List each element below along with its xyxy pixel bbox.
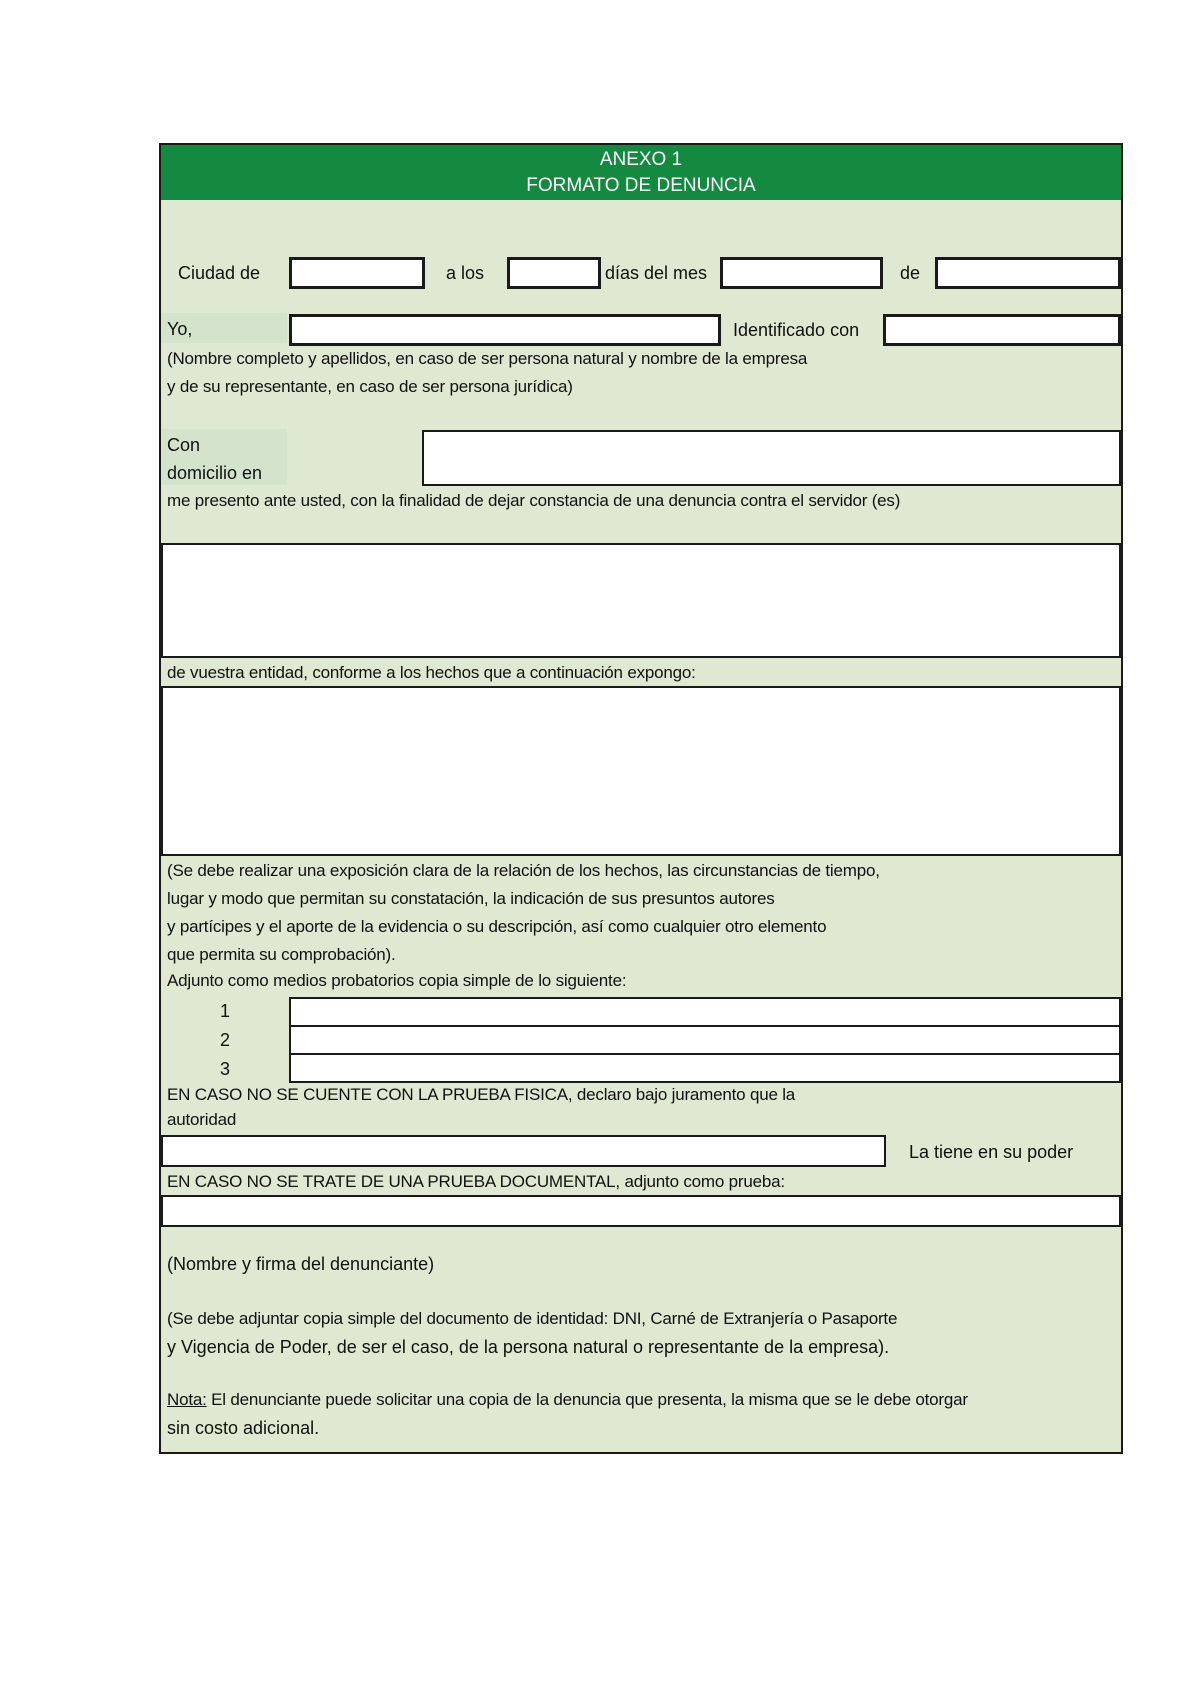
- nota-text: El denunciante puede solicitar una copia de la denuncia que presenta, la misma que se le debe otorgar: [206, 1390, 968, 1409]
- id-document-instruction-line2: y Vigencia de Poder, de ser el caso, de la persona natural o representante de la empresa).: [167, 1337, 890, 1357]
- public-servant-input[interactable]: [161, 543, 1121, 658]
- facts-instruction-line3: y partícipes y el aporte de la evidencia o su descripción, así como cualquier otro elemento: [167, 917, 827, 936]
- facts-textarea[interactable]: [161, 686, 1121, 856]
- evidence-intro: Adjunto como medios probatorios copia simple de lo siguiente:: [167, 971, 627, 990]
- city-input[interactable]: [289, 257, 425, 289]
- facts-instruction-line1: (Se debe realizar una exposición clara de la relación de los hechos, las circunstancias de tiempo,: [167, 861, 880, 880]
- address-input[interactable]: [422, 430, 1121, 486]
- facts-instruction-line4: que permita su comprobación).: [167, 945, 396, 964]
- id-document-instruction-line1: (Se debe adjuntar copia simple del documento de identidad: DNI, Carné de Extranjería o Pasaporte: [167, 1309, 898, 1328]
- statement-line: me presento ante usted, con la finalidad de dejar constancia de una denuncia contra el servidor (es): [167, 491, 901, 510]
- dias-del-mes-label: días del mes: [605, 263, 708, 283]
- evidence-input-1[interactable]: [289, 997, 1121, 1027]
- non-documental-line: EN CASO NO SE TRATE DE UNA PRUEBA DOCUMENTAL, adjunto como prueba:: [167, 1172, 785, 1191]
- evidence-number-3: 3: [219, 1059, 230, 1079]
- address-label-line2: domicilio en: [167, 463, 263, 483]
- id-document-input[interactable]: [883, 314, 1121, 346]
- no-physical-proof-line1: EN CASO NO SE CUENTE CON LA PRUEBA FISICA, declaro bajo juramento que la: [167, 1085, 796, 1104]
- city-label: Ciudad de: [178, 263, 261, 283]
- header-form-title: FORMATO DE DENUNCIA: [526, 175, 756, 196]
- signature-label: (Nombre y firma del denunciante): [167, 1254, 435, 1274]
- a-los-label: a los: [446, 263, 485, 283]
- yo-label: Yo,: [167, 319, 193, 339]
- facts-instruction-line2: lugar y modo que permitan su constatación, la indicación de sus presuntos autores: [167, 889, 775, 908]
- evidence-number-2: 2: [219, 1030, 230, 1050]
- de-label: de: [900, 263, 921, 283]
- full-name-input[interactable]: [289, 314, 721, 346]
- evidence-input-2[interactable]: [289, 1025, 1121, 1055]
- non-documental-proof-input[interactable]: [161, 1195, 1121, 1227]
- identificado-label: Identificado con: [733, 320, 860, 340]
- year-input[interactable]: [935, 257, 1121, 289]
- evidence-input-3[interactable]: [289, 1053, 1121, 1083]
- nota-line: [167, 1388, 968, 1412]
- address-label-line1: Con: [167, 435, 201, 455]
- month-input[interactable]: [720, 257, 883, 289]
- authority-input[interactable]: [161, 1135, 886, 1167]
- evidence-number-1: 1: [219, 1001, 230, 1021]
- nota-label: Nota:: [167, 1390, 207, 1409]
- entity-line: de vuestra entidad, conforme a los hechos que a continuación expongo:: [167, 663, 696, 682]
- day-input[interactable]: [507, 257, 601, 289]
- in-possession-label: La tiene en su poder: [909, 1142, 1074, 1162]
- name-instruction-line2: y de su representante, en caso de ser persona jurídica): [167, 377, 573, 396]
- header-annex-title: ANEXO 1: [599, 149, 683, 170]
- nota-line2: sin costo adicional.: [167, 1418, 320, 1438]
- name-instruction-line1: (Nombre completo y apellidos, en caso de ser persona natural y nombre de la empresa: [167, 349, 808, 368]
- no-physical-proof-line2: autoridad: [167, 1110, 237, 1129]
- denuncia-form: [159, 143, 1123, 1454]
- form-header: [161, 145, 1121, 200]
